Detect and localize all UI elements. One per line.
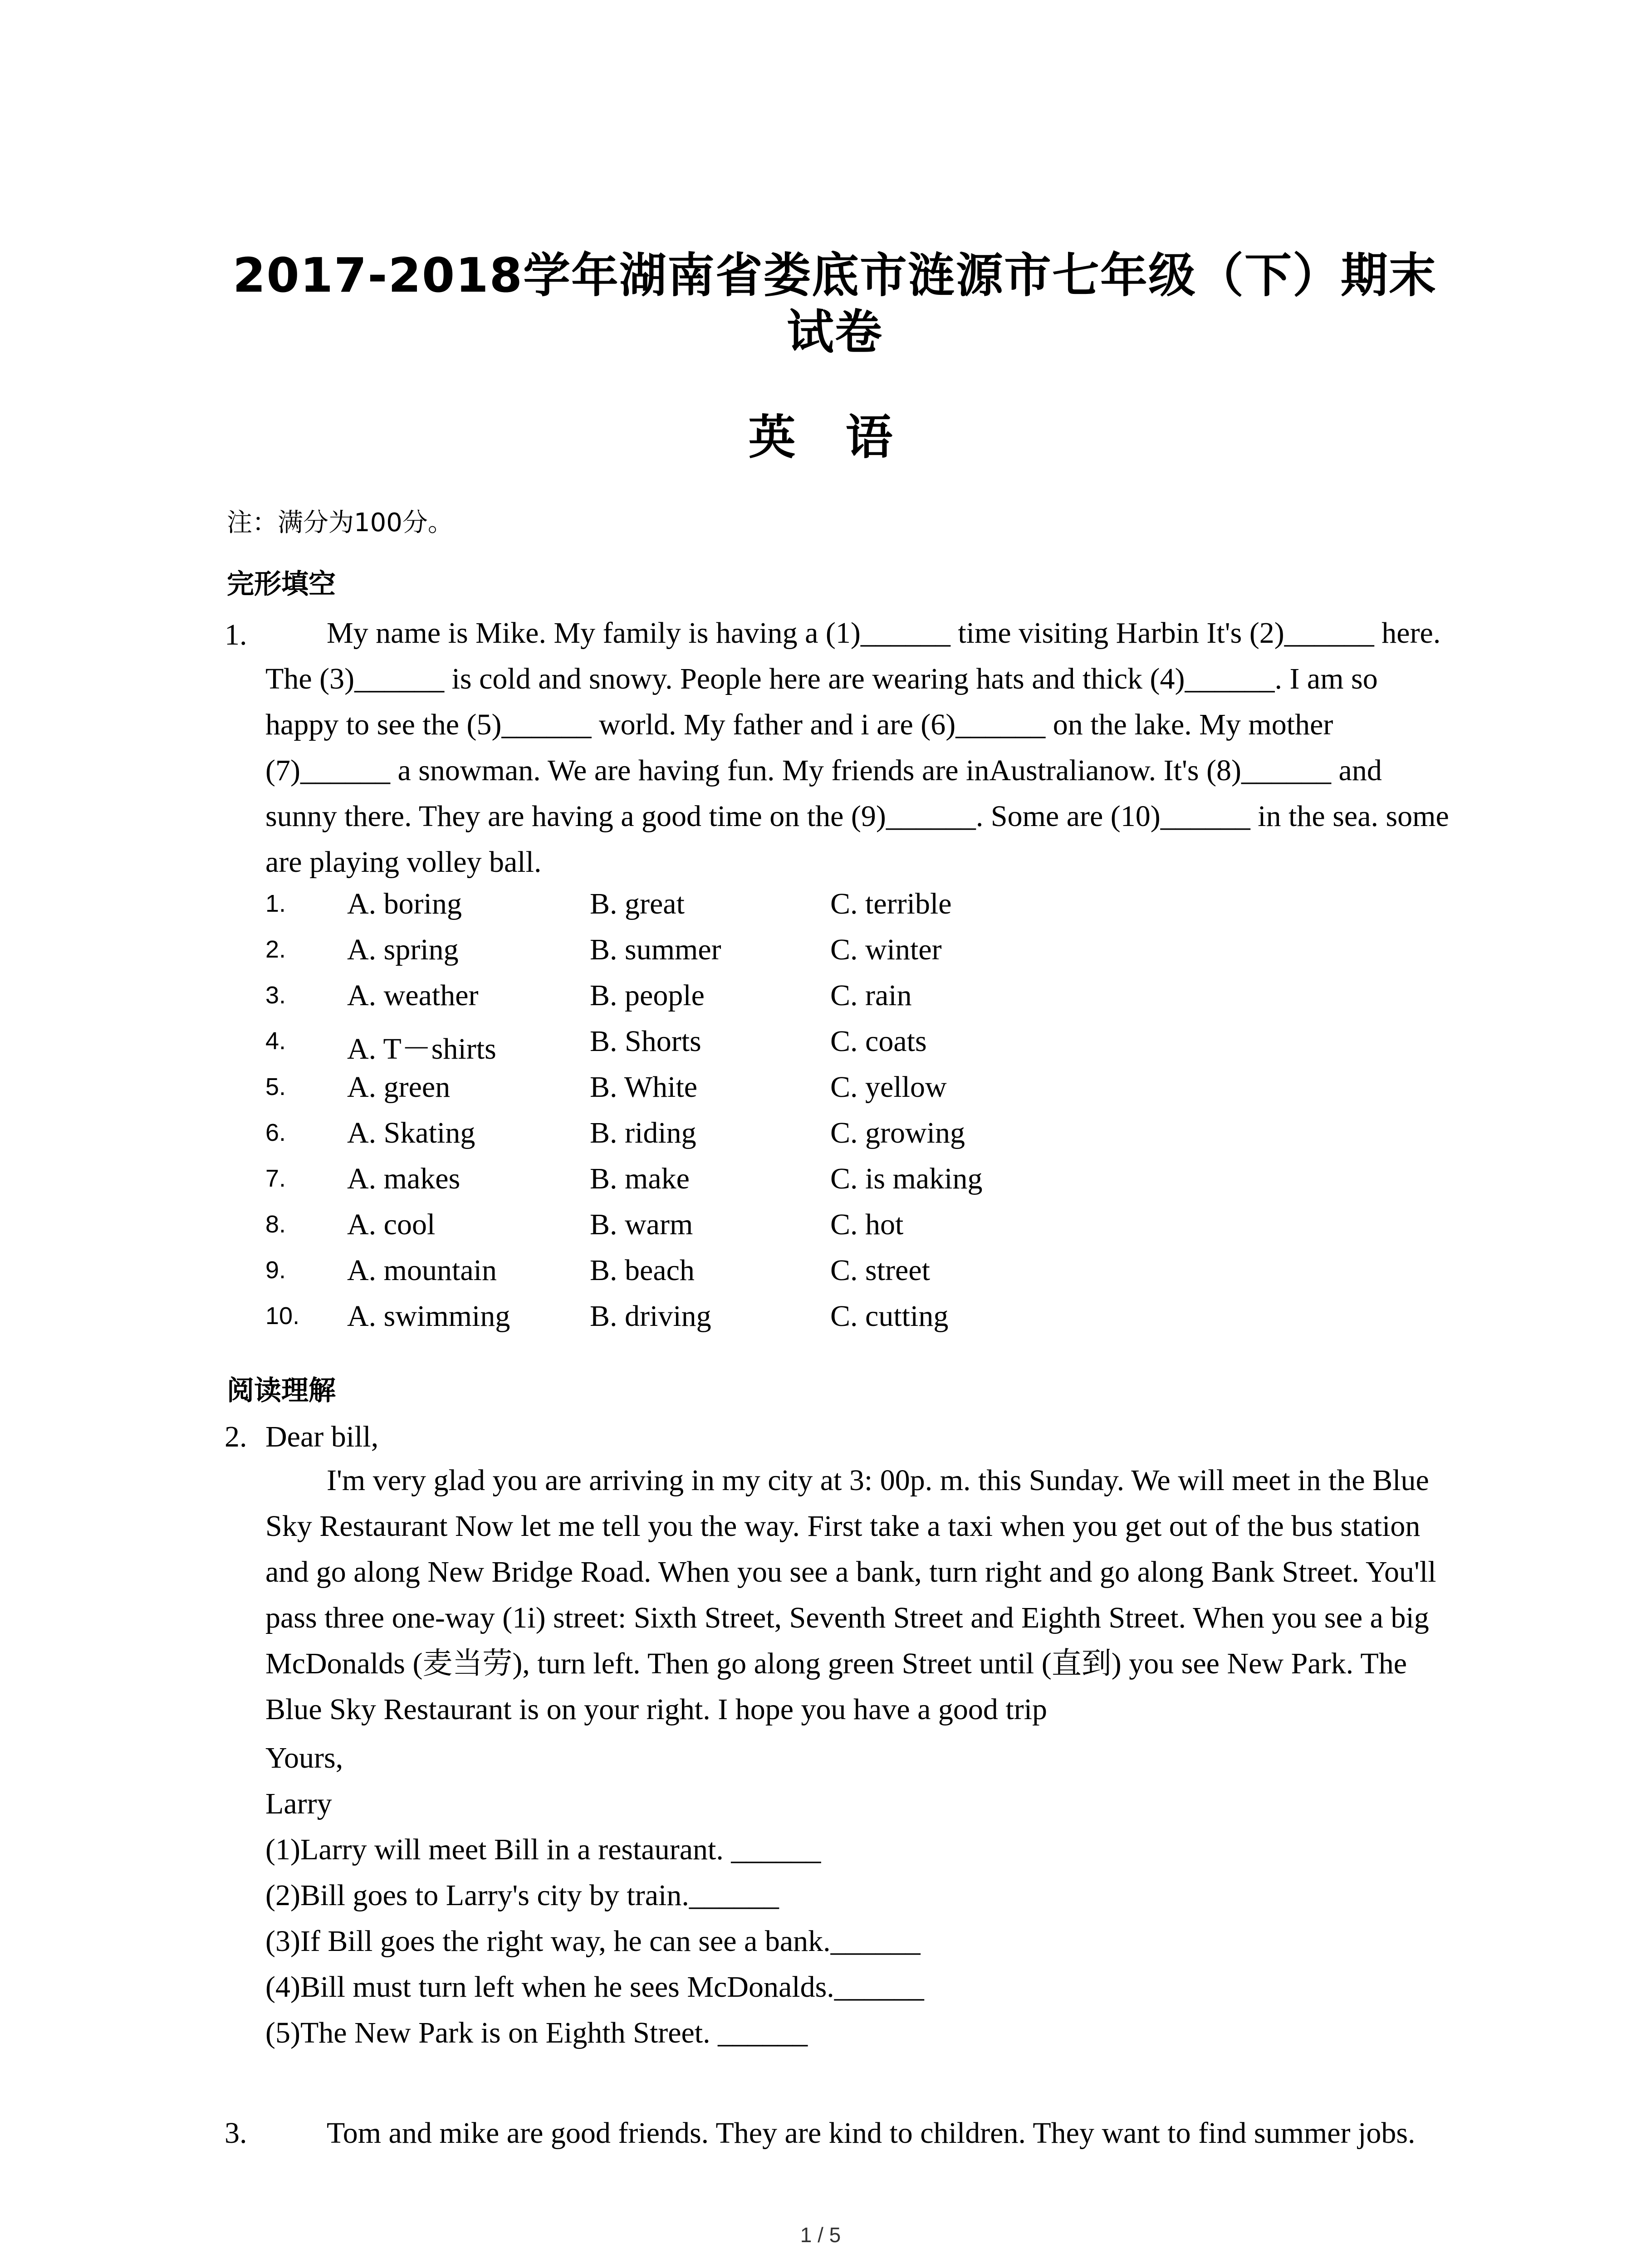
- letter-closing: Yours,: [265, 1741, 343, 1774]
- statement-5: (5)The New Park is on Eighth Street. ______: [265, 2016, 808, 2049]
- option-c: C. winter: [830, 933, 942, 966]
- option-b: B. Shorts: [590, 1025, 701, 1058]
- question-3-text: Tom and mike are good friends. They are kind to children. They want to find summer jobs.: [327, 2116, 1416, 2150]
- question-3-number: 3.: [225, 2116, 247, 2150]
- statement-1: (1)Larry will meet Bill in a restaurant. ______: [265, 1833, 821, 1866]
- option-a: A. makes: [347, 1162, 460, 1195]
- option-a: A. T－shirts: [347, 1032, 496, 1066]
- option-c: C. is making: [830, 1162, 983, 1195]
- question-1-passage-text: My name is Mike. My family is having a (1)______ time visiting Harbin It's (2)______ here. The (3)______ is cold and snowy. People here are wearing hats and thick (4)______. I am so happy to see the (5)______ world. My father and i are (6)______ on the lake. My mother (7)______ a snowman. We are having fun. My friends are inAustralianow. It's (8)______ and sunny there. They are having a good time on the (9)______. Some are (10)______ in the sea. some are playing volley ball.: [265, 616, 1449, 879]
- option-number: 7.: [265, 1165, 286, 1192]
- option-b: B. riding: [590, 1116, 696, 1149]
- option-number: 8.: [265, 1211, 286, 1238]
- option-c: C. growing: [830, 1116, 965, 1149]
- option-number: 10.: [265, 1302, 300, 1330]
- option-c: C. hot: [830, 1208, 904, 1241]
- document-title: 2017-2018学年湖南省娄底市涟源市七年级（下）期末试卷: [232, 248, 1437, 360]
- letter-body-text: I'm very glad you are arriving in my city at 3: 00p. m. this Sunday. We will meet in the Blue Sky Restaurant Now let me tell you the way. First take a taxi when you get out of the bus station and go along New Bridge Road. When you see a bank, turn right and go along Bank Street. You'll pass three one-way (1i) street: Sixth Street, Seventh Street and Eighth Street. When you see a big McDonalds (麦当劳), turn left. Then go along green Street until (直到) you see New Park. The Blue Sky Restaurant is on your right. I hope you have a good trip: [265, 1464, 1436, 1726]
- option-number: 1.: [265, 890, 286, 917]
- option-a: A. boring: [347, 887, 462, 920]
- statement-4: (4)Bill must turn left when he sees McDonalds.______: [265, 1970, 924, 2004]
- option-number: 9.: [265, 1256, 286, 1284]
- option-number: 4.: [265, 1027, 286, 1055]
- section-cloze-heading: 完形填空: [227, 568, 336, 600]
- option-a: A. mountain: [347, 1254, 497, 1287]
- option-c: C. yellow: [830, 1070, 947, 1104]
- statement-2: (2)Bill goes to Larry's city by train.______: [265, 1879, 779, 1912]
- option-a: A. green: [347, 1070, 451, 1104]
- option-c: C. rain: [830, 979, 912, 1012]
- letter-signature: Larry: [265, 1787, 332, 1820]
- letter-body: [265, 1457, 1454, 1732]
- option-number: 2.: [265, 936, 286, 963]
- option-number: 5.: [265, 1073, 286, 1100]
- score-note: 注：满分为100分。: [227, 508, 453, 538]
- option-b: B. summer: [590, 933, 721, 966]
- option-b: B. great: [590, 887, 685, 920]
- option-a: A. weather: [347, 979, 479, 1012]
- section-reading-heading: 阅读理解: [227, 1375, 336, 1407]
- option-b: B. White: [590, 1070, 698, 1104]
- statement-3: (3)If Bill goes the right way, he can see a bank.______: [265, 1925, 921, 1958]
- option-a: A. swimming: [347, 1300, 510, 1333]
- option-a: A. spring: [347, 933, 459, 966]
- question-2-number: 2.: [225, 1420, 247, 1453]
- letter-greeting: Dear bill,: [265, 1420, 379, 1453]
- option-b: B. beach: [590, 1254, 695, 1287]
- option-number: 3.: [265, 982, 286, 1009]
- question-1-number: 1.: [225, 618, 247, 651]
- option-b: B. make: [590, 1162, 690, 1195]
- option-b: B. driving: [590, 1300, 711, 1333]
- option-b: B. warm: [590, 1208, 693, 1241]
- subject-heading: 英语: [748, 410, 943, 465]
- option-c: C. coats: [830, 1025, 927, 1058]
- option-a: A. cool: [347, 1208, 436, 1241]
- option-c: C. cutting: [830, 1300, 949, 1333]
- page-number: 1 / 5: [800, 2223, 841, 2247]
- option-number: 6.: [265, 1119, 286, 1146]
- question-1-passage: [265, 610, 1454, 885]
- option-b: B. people: [590, 979, 705, 1012]
- option-a: A. Skating: [347, 1116, 475, 1149]
- option-c: C. terrible: [830, 887, 952, 920]
- option-c: C. street: [830, 1254, 930, 1287]
